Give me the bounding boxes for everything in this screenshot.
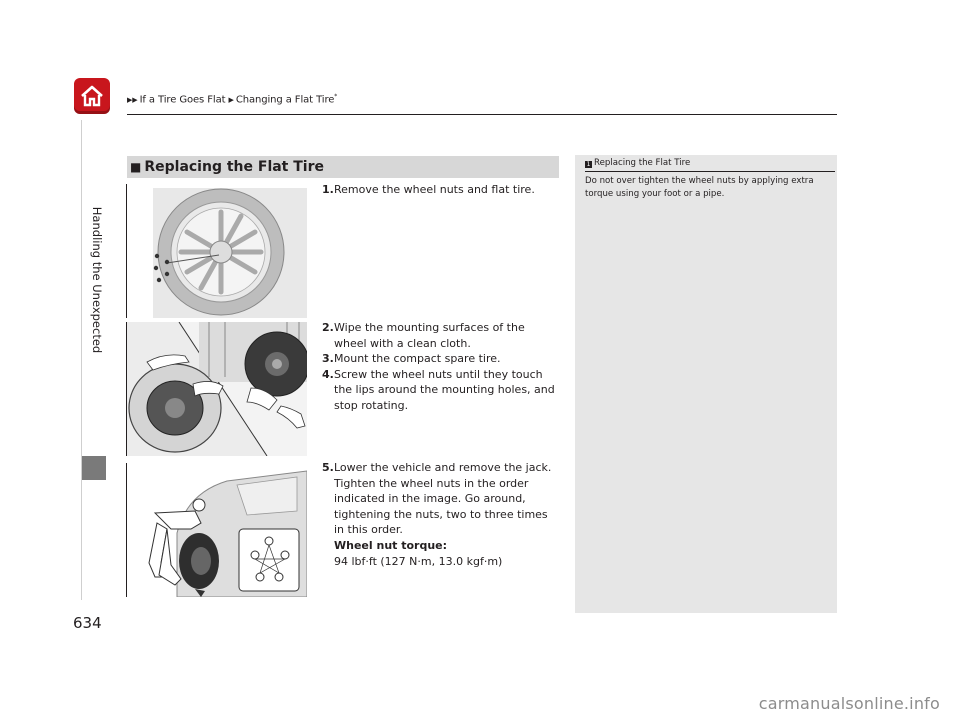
header-divider (127, 114, 837, 115)
step-number: 4. (322, 367, 334, 381)
chapter-side-label-text: Handling the Unexpected (90, 206, 104, 354)
step-item (322, 367, 558, 414)
step-text: Wipe the mounting surfaces of the wheel with a clean cloth. (334, 321, 525, 350)
torque-value: 94 lbf·ft (127 N·m, 13.0 kgf·m) (334, 554, 503, 568)
step-number: 5. (322, 461, 334, 474)
step-text: Lower the vehicle and remove the jack. Tighten the wheel nuts in the order indicated in the image. Go around, tightening the nuts, two to three times in this order. (334, 461, 552, 537)
breadcrumb-item-changing-a-flat-tire[interactable]: Changing a Flat Tire (235, 94, 335, 106)
breadcrumb-asterisk: * (334, 93, 338, 100)
breadcrumb-separator-icon: ▶ (228, 96, 234, 105)
step-number: 3. (322, 352, 334, 366)
side-divider (81, 120, 82, 600)
section-title: Replacing the Flat Tire (144, 159, 324, 175)
home-icon (78, 82, 106, 110)
step-text: Mount the compact spare tire. (334, 352, 501, 366)
breadcrumb-arrow-icon: ▶▶ (127, 96, 138, 105)
note-title (585, 158, 835, 172)
figure-mount-spare (127, 322, 307, 456)
steps-block-2 (322, 320, 558, 414)
step-item (322, 320, 558, 351)
note-text: Do not over tighten the wheel nuts by applying extra torque using your foot or a pipe. (585, 176, 814, 199)
step-text: Remove the wheel nuts and flat tire. (334, 183, 535, 196)
figure-tighten-nuts (127, 463, 307, 597)
steps-block-3 (322, 460, 558, 569)
step-number: 1. (322, 183, 334, 196)
step-item (322, 182, 558, 198)
step-item (322, 351, 558, 367)
page-number: 634 (73, 614, 102, 632)
torque-label: Wheel nut torque: (334, 538, 448, 552)
section-marker-icon: ■ (130, 160, 142, 174)
breadcrumb-item-if-a-tire-goes-flat[interactable]: If a Tire Goes Flat (139, 94, 226, 106)
section-heading (127, 156, 559, 178)
note-title-text: Replacing the Flat Tire (594, 158, 691, 168)
step-number: 2. (322, 321, 334, 334)
watermark: carmanualsonline.info (758, 694, 940, 713)
steps-block-1 (322, 182, 558, 198)
chapter-tab-marker[interactable] (82, 456, 106, 480)
figure-remove-wheel (127, 184, 307, 318)
home-button[interactable] (74, 78, 110, 114)
note-panel (575, 155, 837, 613)
note-reference-icon: 1 (586, 161, 591, 168)
step-item (322, 460, 558, 569)
chapter-side-label (90, 110, 104, 450)
breadcrumb (127, 93, 337, 105)
step-text: Screw the wheel nuts until they touch the lips around the mounting holes, and stop rotating. (334, 367, 555, 412)
